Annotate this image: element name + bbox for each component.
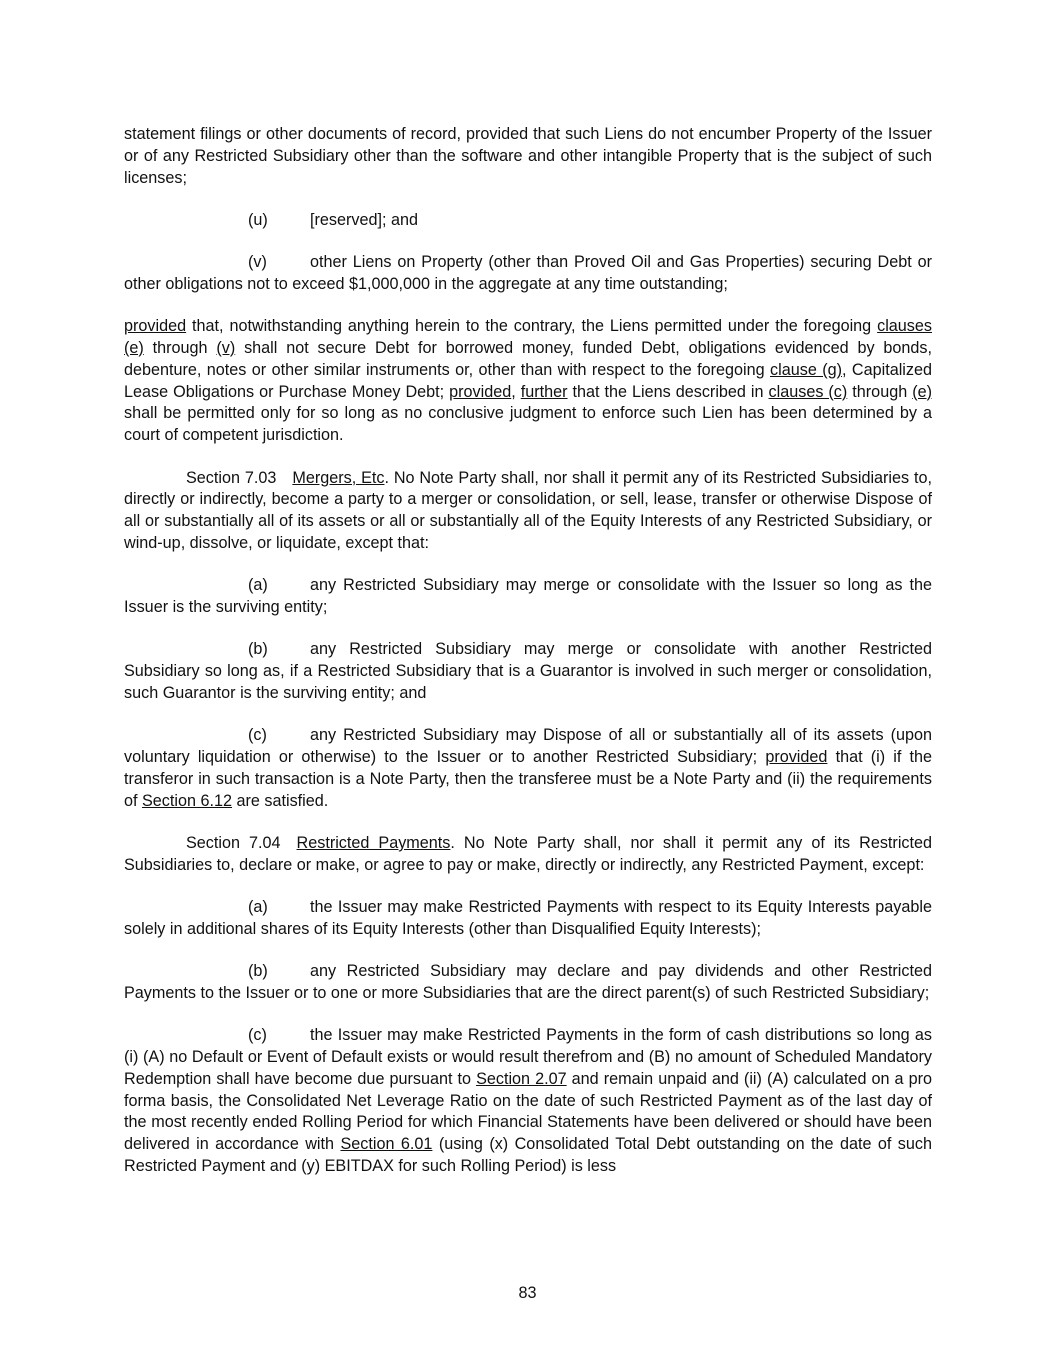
underlined-term: provided	[449, 382, 512, 401]
page-number: 83	[518, 1284, 537, 1302]
text-run: ,	[511, 382, 521, 401]
clause-label: (c)	[248, 726, 267, 745]
section-7-03-clause-a	[124, 575, 932, 619]
text-run: through	[847, 382, 913, 401]
text-run: any Restricted Subsidiary may Dispose of all or substantially all of its assets (upon voluntary liquidation or otherwise) to the Issuer or to another Restricted Subsidiary;	[124, 726, 932, 767]
paragraph-intro	[124, 124, 932, 189]
section-number: Section 7.04	[186, 833, 281, 852]
cross-reference: (e)	[912, 382, 932, 401]
text-run: through	[143, 339, 217, 358]
text-run: , Capitalized Lease Obligations or Purchase Money Debt;	[124, 360, 932, 401]
text-run: any Restricted Subsidiary may merge or consolidate with another Restricted Subsidiary so long as, if a Restricted Subsidiary that is a Guarantor is involved in such merger or consolidation, such Guarantor is the surviving entity; and	[124, 640, 932, 702]
section-7-04-clause-c	[124, 1025, 932, 1178]
text-run: shall not secure Debt for borrowed money, funded Debt, obligations evidenced by bonds, debenture, notes or other similar instruments or, other than with respect to the foregoing	[124, 339, 932, 379]
text-run: any Restricted Subsidiary may declare and pay dividends and other Restricted Payments to the Issuer or to one or more Subsidiaries that are the direct parent(s) of such Restricted Subsidiary;	[124, 962, 932, 1002]
section-7-04-clause-b	[124, 961, 932, 1005]
section-heading: Mergers, Etc	[292, 468, 385, 487]
cross-reference: Section 6.01	[340, 1135, 433, 1154]
text-run: . No Note Party shall, nor shall it permit any of its Restricted Subsidiaries to, directly or indirectly, become a party to a merger or consolidation, or sell, lease, transfer or otherwise Dispose of all or substantially all of its assets or all or substantially all of the Equity Interests of any Restricted Subsidiary, or wind-up, dissolve, or liquidate, except that:	[124, 468, 932, 552]
cross-reference: clauses (c)	[768, 382, 848, 401]
document-page	[124, 124, 932, 1198]
section-7-04-clause-a	[124, 897, 932, 941]
text-run: that (i) if the transferor in such transaction is a Note Party, then the transferee must be a Note Party and (ii) the requirements of	[124, 748, 933, 810]
cross-reference: clause (g)	[770, 360, 843, 379]
clause-v	[124, 252, 932, 296]
clause-label: (b)	[248, 962, 268, 981]
underlined-term: provided	[124, 317, 187, 336]
text-run: shall be permitted only for so long as no conclusive judgment to enforce such Lien has been determined by a court of competent jurisdiction.	[124, 404, 932, 445]
clause-label: (a)	[248, 898, 268, 917]
underlined-term: provided	[765, 748, 828, 767]
text-run: . No Note Party shall, nor shall it permit any of its Restricted Subsidiaries to, declare or make, or agree to pay or make, directly or indirectly, any Restricted Payment, except:	[124, 833, 933, 874]
text-run: that, notwithstanding anything herein to the contrary, the Liens permitted under the foregoing	[186, 317, 878, 336]
section-7-03-clause-c	[124, 725, 932, 812]
text-run: any Restricted Subsidiary may merge or consolidate with the Issuer so long as the Issuer is the surviving entity;	[124, 576, 932, 617]
clause-label: (a)	[248, 576, 268, 595]
clause-label: (b)	[248, 640, 268, 659]
clause-label: (c)	[248, 1026, 267, 1045]
section-7-03	[124, 468, 932, 555]
text-run: are satisfied.	[232, 791, 329, 810]
text-run: the Issuer may make Restricted Payments with respect to its Equity Interests payable solely in additional shares of its Equity Interests (other than Disqualified Equity Interests);	[124, 898, 932, 938]
section-heading: Restricted Payments	[296, 833, 451, 852]
cross-reference: Section 6.12	[142, 791, 232, 810]
text-run: [reserved]; and	[310, 210, 418, 229]
text-run: the Issuer may make Restricted Payments in the form of cash distributions so long as (i) (A) no Default or Event of Default exists or would result therefrom and (B) no amount of Scheduled Mandatory Redemption shall have become due pursuant to	[124, 1026, 932, 1088]
section-7-04	[124, 833, 932, 877]
cross-reference: clauses (e)	[124, 317, 932, 358]
text-run: (using (x) Consolidated Total Debt outstanding on the date of such Restricted Payment and (y) EBITDAX for such Rolling Period) is less	[124, 1135, 932, 1175]
clause-label: (u)	[248, 210, 268, 229]
text-run: other Liens on Property (other than Proved Oil and Gas Properties) securing Debt or other obligations not to exceed $1,000,000 in the aggregate at any time outstanding;	[124, 253, 932, 293]
cross-reference: (v)	[216, 339, 236, 358]
cross-reference: Section 2.07	[476, 1069, 567, 1088]
text-run: statement filings or other documents of record, provided that such Liens do not encumber Property of the Issuer or of any Restricted Subsidiary other than the software and other intangible Property that is the subject of such licenses;	[124, 125, 932, 187]
paragraph-proviso	[124, 316, 932, 447]
text-run: that the Liens described in	[567, 382, 769, 401]
text-run: and remain unpaid and (ii) (A) calculated on a pro forma basis, the Consolidated Net Leverage Ratio on the date of such Restricted Payment as of the last day of the most recently ended Rolling Period for which Financial Statements have been delivered or should have been delivered in accordance with	[124, 1069, 932, 1154]
section-7-03-clause-b	[124, 639, 932, 704]
clause-u	[124, 210, 932, 232]
section-number: Section 7.03	[186, 468, 277, 487]
clause-label: (v)	[248, 253, 267, 272]
underlined-term: further	[520, 382, 568, 401]
